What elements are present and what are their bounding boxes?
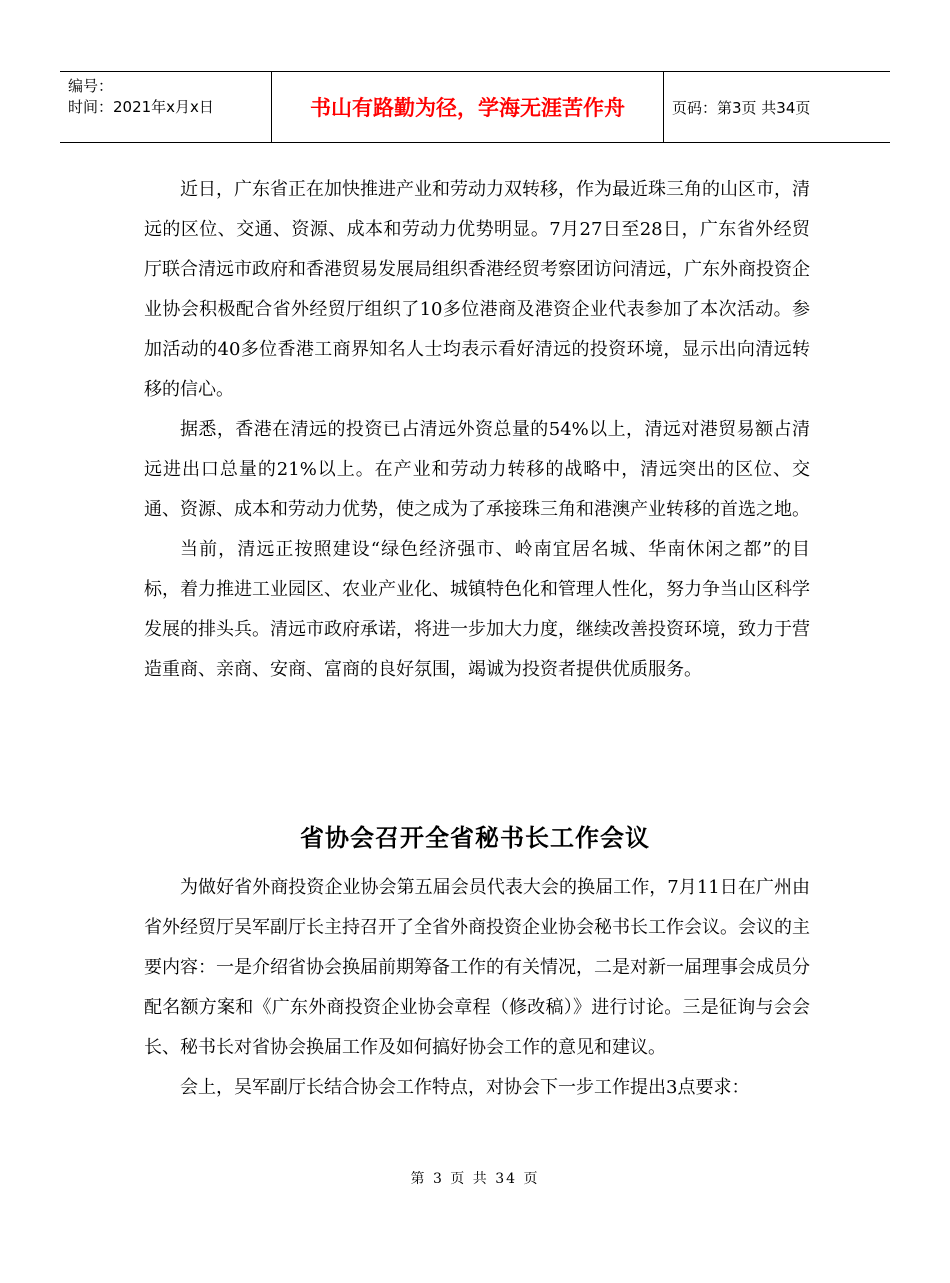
document-time-label: 时间：2021年x月x日	[68, 98, 214, 116]
paragraph: 当前，清远正按照建设“绿色经济强市、岭南宜居名城、华南休闲之都”的目标，着力推进工业园区、农业产业化、城镇特色化和管理人性化，努力争当山区科学发展的排头兵。清远市政府承诺，将进一步加大力度，继续改善投资环境，致力于营造重商、亲商、安商、富商的良好氛围，竭诚为投资者提供优质服务。	[144, 539, 810, 680]
paragraph: 为做好省外商投资企业协会第五届会员代表大会的换届工作，7月11日在广州由省外经贸厅吴军副厅长主持召开了全省外商投资企业协会秘书长工作会议。会议的主要内容：一是介绍省协会换届前期筹备工作的有关情况，二是对新一届理事会成员分配名额方案和《广东外商投资企业协会章程（修改稿）》进行讨论。三是征询与会会长、秘书长对省协会换届工作及如何搞好协会工作的意见和建议。	[144, 877, 810, 1058]
page-header	[60, 71, 890, 143]
header-motto: 书山有路勤为径，学海无涯苦作舟	[272, 72, 664, 142]
paragraph: 近日，广东省正在加快推进产业和劳动力双转移，作为最近珠三角的山区市，清远的区位、交通、资源、成本和劳动力优势明显。7月27日至28日，广东省外经贸厅联合清远市政府和香港贸易发展局组织香港经贸考察团访问清远，广东外商投资企业协会积极配合省外经贸厅组织了10多位港商及港资企业代表参加了本次活动。参加活动的40多位香港工商界知名人士均表示看好清远的投资环境，显示出向清远转移的信心。	[144, 179, 810, 400]
article-body-1	[144, 170, 810, 690]
paragraph: 据悉，香港在清远的投资已占清远外资总量的54%以上，清远对港贸易额占清远进出口总量的21%以上。在产业和劳动力转移的战略中，清远突出的区位、交通、资源、成本和劳动力优势，使之成为了承接珠三角和港澳产业转移的首选之地。	[144, 419, 810, 520]
paragraph: 会上，吴军副厅长结合协会工作特点，对协会下一步工作提出3点要求：	[180, 1077, 750, 1098]
header-meta	[60, 72, 272, 142]
header-page-info: 页码：第3页 共34页	[672, 98, 811, 117]
section-title: 省协会召开全省秘书长工作会议	[300, 823, 650, 852]
page-footer: 第 3 页 共 34 页	[410, 1171, 540, 1187]
article-body-2	[144, 868, 810, 1108]
document-number-label: 编号：	[68, 77, 114, 95]
